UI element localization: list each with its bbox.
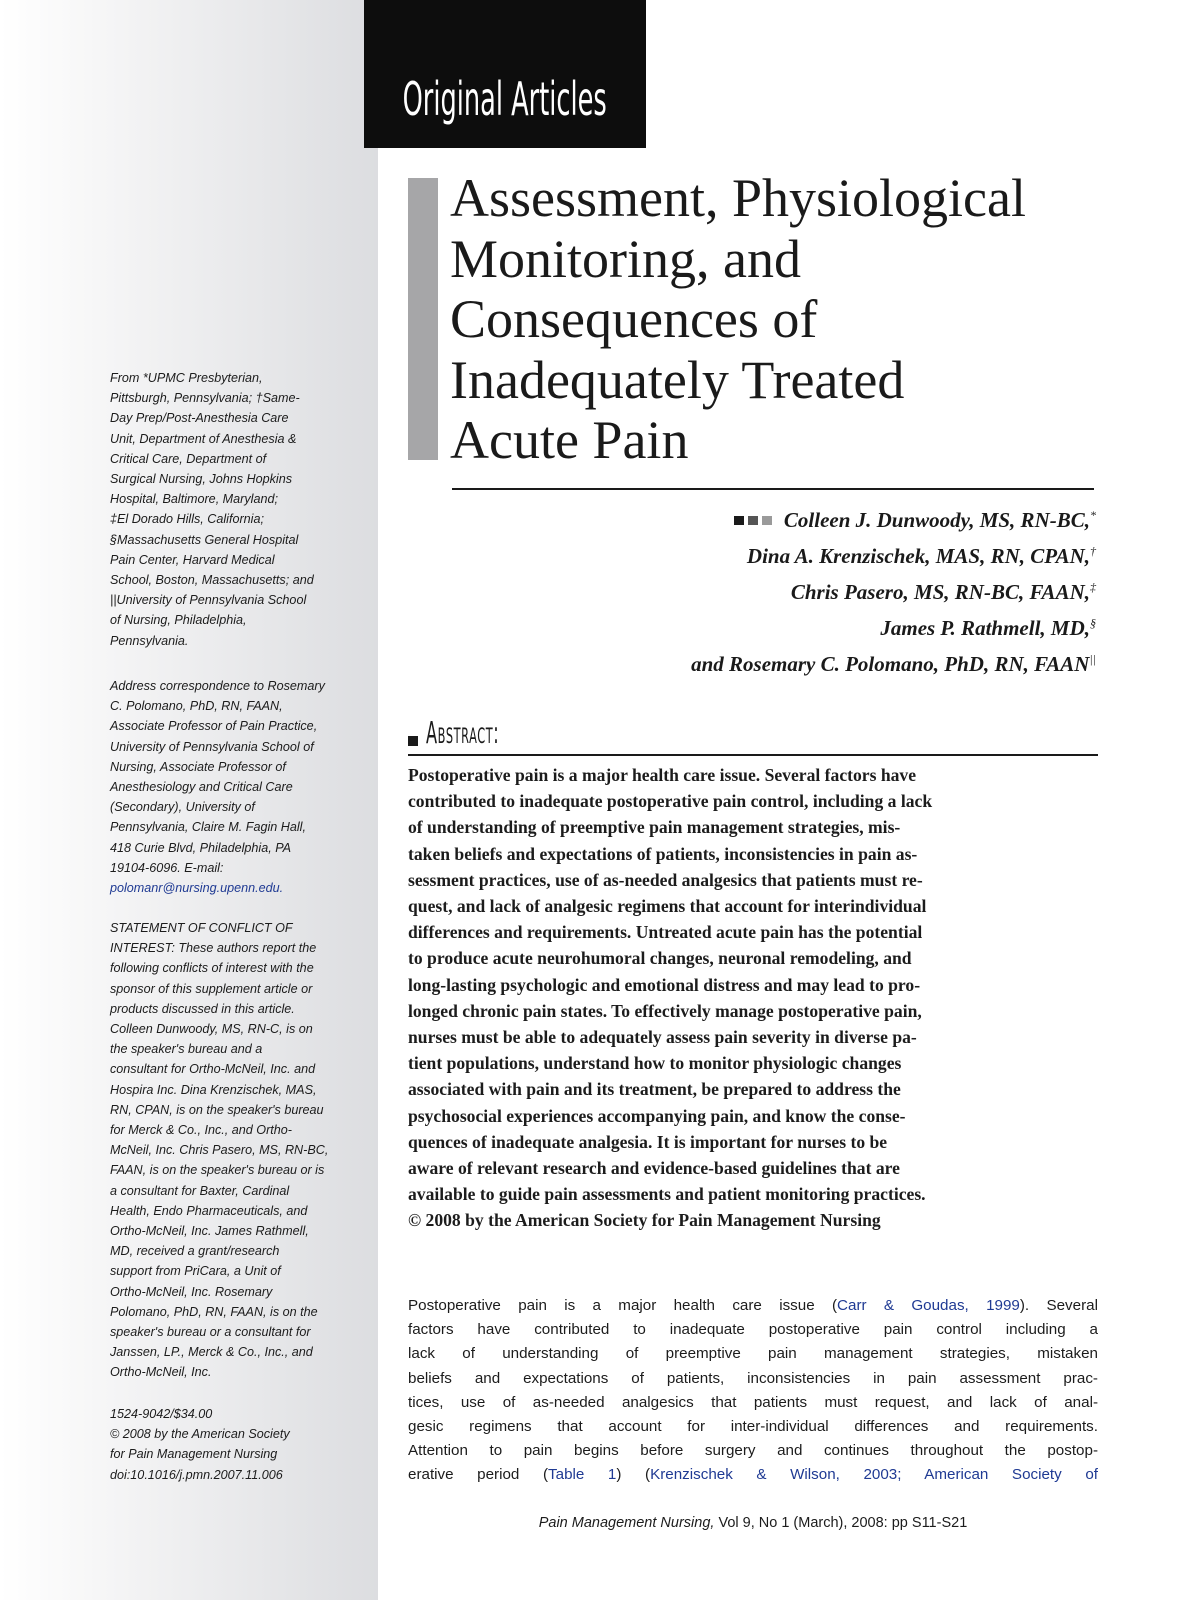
author-mark: || <box>1089 652 1096 666</box>
body-line: factors have contributed to inadequate postoperative pain control including a <box>408 1321 1098 1339</box>
sidebar-line: products discussed in this article. <box>110 1001 295 1016</box>
publication-info <box>110 1404 372 1485</box>
body-text-run: ) ( <box>616 1466 651 1484</box>
sidebar-line: doi:10.1016/j.pmn.2007.11.006 <box>110 1467 283 1482</box>
sidebar-line: ‡El Dorado Hills, California; <box>110 512 264 527</box>
body-line <box>408 1463 1098 1487</box>
sidebar-line: Critical Care, Department of <box>110 451 267 466</box>
page-footer <box>408 1515 1098 1531</box>
sidebar-line: §Massachusetts General Hospital <box>110 532 299 547</box>
body-line: tices, use of as-needed analgesics that patients must request, and lack of anal- <box>408 1393 1098 1411</box>
abstract-line: psychosocial experiences accompanying pain, and know the conse- <box>408 1105 906 1126</box>
body-text-run: ). Several <box>1019 1297 1098 1314</box>
author-line <box>500 572 1096 608</box>
sidebar-line: Pennsylvania. <box>110 633 189 648</box>
journal-name: Pain Management Nursing, <box>538 1515 715 1531</box>
body-line: beliefs and expectations of patients, inconsistencies in pain assessment prac- <box>408 1369 1098 1387</box>
sidebar-line: Health, Endo Pharmaceuticals, and <box>110 1203 308 1218</box>
body-line: Attention to pain begins before surgery and continues throughout the postop- <box>408 1442 1098 1460</box>
square-bullet-icon <box>734 516 744 525</box>
author-line <box>500 536 1096 572</box>
title-accent-bar <box>408 178 438 460</box>
sidebar-line: Janssen, LP., Merck & Co., Inc., and <box>110 1345 313 1360</box>
sidebar-line: following conflicts of interest with the <box>110 961 314 976</box>
square-bullet-icon <box>748 516 758 525</box>
abstract-line: long-lasting psychologic and emotional distress and may lead to pro- <box>408 974 921 995</box>
sidebar-line: Colleen Dunwoody, MS, RN-C, is on <box>110 1022 313 1037</box>
sidebar-line: Pittsburgh, Pennsylvania; †Same- <box>110 391 300 406</box>
body-text-run: erative period ( <box>408 1466 549 1484</box>
sidebar-line: Hospira Inc. Dina Krenzischek, MAS, <box>110 1082 317 1097</box>
sidebar-line: McNeil, Inc. Chris Pasero, MS, RN-BC, <box>110 1143 329 1158</box>
abstract-line: taken beliefs and expectations of patients, inconsistencies in pain as- <box>408 843 918 864</box>
sidebar-line: Polomano, PhD, RN, FAAN, is on the <box>110 1304 318 1319</box>
sidebar-line: 1524-9042/$34.00 <box>110 1407 213 1421</box>
sidebar-line: University of Pennsylvania School of <box>110 739 314 754</box>
correspondence <box>110 676 372 898</box>
abstract-line: available to guide pain assessments and patient monitoring practices. <box>408 1184 926 1205</box>
sidebar-line: Nursing, Associate Professor of <box>110 759 286 774</box>
section-banner <box>364 0 646 148</box>
sidebar-line: From *UPMC Presbyterian, <box>110 371 263 385</box>
sidebar-line: support from PriCara, a Unit of <box>110 1264 281 1279</box>
sidebar-line: the speaker's bureau and a <box>110 1042 263 1057</box>
section-banner-label: Original Articles <box>402 72 608 126</box>
sidebar-line: 19104-6096. E-mail: <box>110 860 224 875</box>
author-line <box>500 608 1096 644</box>
sidebar-line: Pennsylvania, Claire M. Fagin Hall, <box>110 820 306 835</box>
sidebar-line: a consultant for Baxter, Cardinal <box>110 1183 290 1198</box>
title-line: Consequences of <box>450 289 818 349</box>
author-line <box>500 500 1096 536</box>
sidebar-line: Ortho-McNeil, Inc. <box>110 1365 212 1380</box>
abstract-line: differences and requirements. Untreated acute pain has the potential <box>408 922 923 943</box>
sidebar-line: Address correspondence to Rosemary <box>110 679 325 693</box>
abstract-line: tient populations, understand how to monitor physiologic changes <box>408 1053 902 1074</box>
abstract-line: Postoperative pain is a major health care issue. Several factors have <box>408 765 917 785</box>
author-mark: § <box>1090 616 1096 630</box>
citation-link[interactable]: Krenzischek & Wilson, 2003; American Society of <box>650 1466 1098 1484</box>
body-text <box>408 1294 1098 1488</box>
abstract-line: nurses must be able to adequately assess pain severity in diverse pa- <box>408 1027 917 1048</box>
sidebar-line: sponsor of this supplement article or <box>110 981 313 996</box>
sidebar-line: Hospital, Baltimore, Maryland; <box>110 492 278 507</box>
body-line: gesic regimens that account for inter-individual differences and requirements. <box>408 1418 1098 1436</box>
author-name: Chris Pasero, MS, RN-BC, FAAN, <box>790 580 1090 604</box>
sidebar-line: School, Boston, Massachusetts; and <box>110 573 314 588</box>
author-name: Dina A. Krenzischek, MAS, RN, CPAN, <box>746 544 1090 568</box>
sidebar-line: Ortho-McNeil, Inc. Rosemary <box>110 1284 273 1299</box>
sidebar-line: Ortho-McNeil, Inc. James Rathmell, <box>110 1224 309 1239</box>
sidebar-line: INTEREST: These authors report the <box>110 941 317 956</box>
sidebar-line: Anesthesiology and Critical Care <box>110 780 293 795</box>
conflict-statement <box>110 918 372 1383</box>
sidebar-line: Associate Professor of Pain Practice, <box>110 719 318 734</box>
abstract-line: contributed to inadequate postoperative pain control, including a lack <box>408 791 933 812</box>
table-link[interactable]: Table 1 <box>548 1466 617 1484</box>
title-line: Acute Pain <box>450 410 689 470</box>
journal-details: Vol 9, No 1 (March), 2008: pp S11-S21 <box>714 1515 968 1531</box>
body-text-run: Postoperative pain is a major health care issue ( <box>408 1297 838 1314</box>
abstract-line: to produce acute neurohumoral changes, neuronal remodeling, and <box>408 948 912 969</box>
sidebar-line: of Nursing, Philadelphia, <box>110 613 247 628</box>
citation-link[interactable]: Carr & Goudas, 1999 <box>837 1297 1020 1314</box>
sidebar-line: 418 Curie Blvd, Philadelphia, PA <box>110 840 292 855</box>
sidebar-line: © 2008 by the American Society <box>110 1427 290 1442</box>
sidebar-line: ||University of Pennsylvania School <box>110 593 307 608</box>
abstract-line: longed chronic pain states. To effectively manage postoperative pain, <box>408 1000 922 1021</box>
sidebar-line: MD, received a grant/research <box>110 1244 280 1259</box>
title-divider <box>452 488 1094 490</box>
square-bullet-icon <box>408 736 418 746</box>
author-mark: ‡ <box>1090 580 1096 594</box>
author-line <box>500 644 1096 680</box>
body-line: lack of understanding of preemptive pain management strategies, mistaken <box>408 1345 1098 1363</box>
abstract-line: of understanding of preemptive pain management strategies, mis- <box>408 817 901 838</box>
sidebar-line: for Pain Management Nursing <box>110 1447 278 1462</box>
body-line <box>408 1294 1098 1318</box>
abstract-text <box>408 762 1098 1234</box>
abstract-line: © 2008 by the American Society for Pain Management Nursing <box>408 1210 881 1231</box>
sidebar-line: RN, CPAN, is on the speaker's bureau <box>110 1102 324 1117</box>
author-mark: * <box>1090 508 1096 522</box>
sidebar-line: for Merck & Co., Inc., and Ortho- <box>110 1123 292 1138</box>
author-name: and Rosemary C. Polomano, PhD, RN, FAAN <box>691 652 1090 676</box>
sidebar-line: (Secondary), University of <box>110 800 255 815</box>
sidebar-line: consultant for Ortho-McNeil, Inc. and <box>110 1062 316 1077</box>
abstract-line: quest, and lack of analgesic regimens that account for interindividual <box>408 896 927 917</box>
abstract-line: aware of relevant research and evidence-based guidelines that are <box>408 1158 900 1179</box>
abstract-heading-label: Abstract: <box>426 716 500 751</box>
sidebar-line: C. Polomano, PhD, RN, FAAN, <box>110 699 283 714</box>
sidebar-line: Pain Center, Harvard Medical <box>110 552 275 567</box>
square-bullet-icon <box>762 516 772 525</box>
abstract-heading <box>408 718 1098 756</box>
author-name: Colleen J. Dunwoody, MS, RN-BC, <box>783 508 1090 532</box>
sidebar-line: speaker's bureau or a consultant for <box>110 1325 311 1340</box>
sidebar-line: Unit, Department of Anesthesia & <box>110 431 297 446</box>
sidebar-line: FAAN, is on the speaker's bureau or is <box>110 1163 325 1178</box>
sidebar-line: Day Prep/Post-Anesthesia Care <box>110 411 289 426</box>
author-list <box>500 500 1096 680</box>
title-line: Assessment, Physiological <box>450 168 1026 228</box>
title-line: Inadequately Treated <box>450 349 905 410</box>
sidebar-line: Surgical Nursing, Johns Hopkins <box>110 472 292 487</box>
abstract-line: associated with pain and its treatment, be prepared to address the <box>408 1079 901 1100</box>
sidebar-line: STATEMENT OF CONFLICT OF <box>110 921 293 935</box>
affiliations <box>110 368 372 651</box>
abstract-line: sessment practices, use of as-needed analgesics that patients must re- <box>408 869 923 890</box>
author-name: James P. Rathmell, MD, <box>880 616 1090 640</box>
article-title <box>450 168 1110 471</box>
abstract-line: quences of inadequate analgesia. It is important for nurses to be <box>408 1131 888 1152</box>
author-mark: † <box>1090 544 1096 558</box>
email-link[interactable]: polomanr@nursing.upenn.edu. <box>110 881 284 896</box>
title-line: Monitoring, and <box>450 228 801 289</box>
